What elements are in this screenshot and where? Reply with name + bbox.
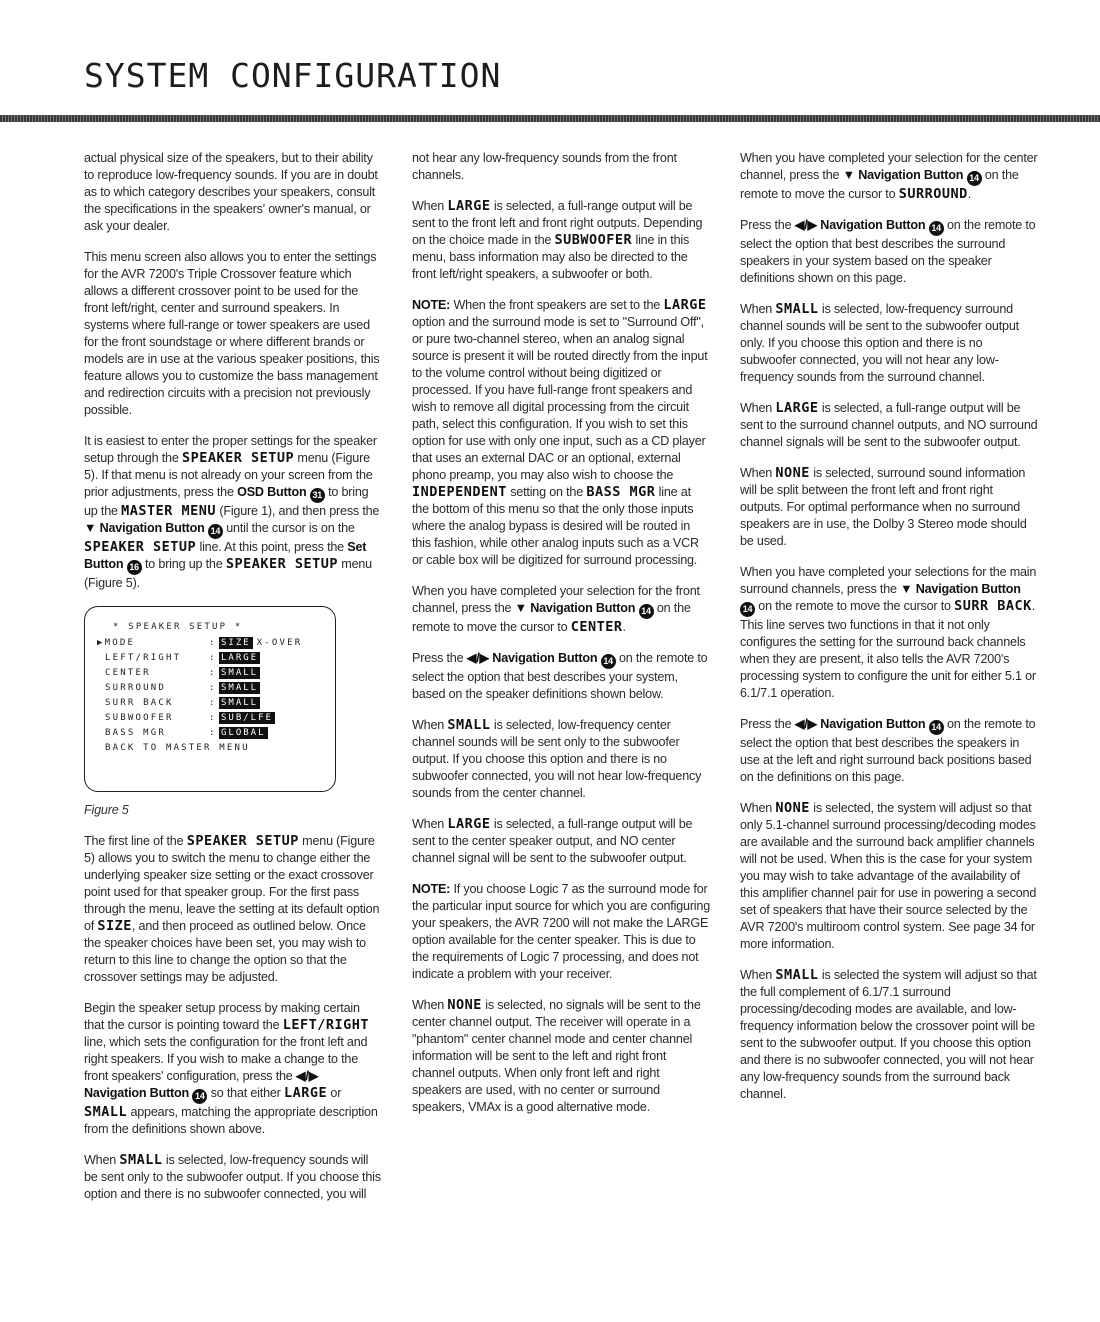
option-name: LEFT/RIGHT (282, 1017, 369, 1033)
text: line at the bottom of this menu so that the only those inputs where the analog bypass is desired will be routed in this fashion, while other analog inputs such as a VCR or cable box will be digitized for surround processing. (412, 485, 699, 567)
option-name: LARGE (447, 816, 491, 832)
down-arrow-icon: ▼ (84, 521, 97, 535)
callout-badge: 14 (967, 171, 982, 186)
paragraph (412, 717, 710, 802)
callout-badge: 14 (208, 524, 223, 539)
note-label: NOTE: (412, 298, 451, 312)
paragraph (740, 967, 1038, 1103)
osd-row-label: MODE (104, 638, 136, 648)
osd-screen-figure (84, 606, 336, 792)
text: When (740, 801, 776, 815)
text: If you choose Logic 7 as the surround mode for the particular input source for which you are configuring your speakers, the AVR 7200 will not make the LARGE option available for the center speaker. This is due to the requirements of Logic 7 processing, and does not indicate a problem with your receiver. (412, 882, 711, 981)
button-name: Navigation Button (492, 651, 598, 665)
text: is selected, low-frequency sounds will be sent only to the subwoofer output. If you choose this option and there is no subwoofer connected, you will (84, 1153, 381, 1201)
paragraph (740, 564, 1038, 702)
text: to bring up the (84, 485, 369, 518)
paragraph (740, 400, 1038, 451)
osd-row-label: LEFT/RIGHT (105, 653, 182, 663)
option-name: SMALL (775, 301, 819, 317)
paragraph (84, 433, 382, 592)
option-name: SMALL (119, 1152, 163, 1168)
text: line, which sets the configuration for the front left and right speakers. If you wish to make a change to the front speakers' configuration, press the (84, 1035, 368, 1083)
paragraph (740, 301, 1038, 386)
text: option and the surround mode is set to "Surround Off", or pure two-channel stereo, when an analog signal source is present it will be routed directly from the input to the volume control without being digitized or processed. If you have full-range front speakers and wish to remove all digital processing from the circuit path, select this configuration. If you wish to set this option for use with only one input, such as a CD player that uses an external DAC or an optional, external phono preamp, you may also wish to choose the (412, 315, 708, 482)
text: is selected, no signals will be sent to the center channel output. The receiver will operate in a "phantom" center channel mode and center channel information will be sent to the left and right front channel outputs. When only front left and right speakers are used, with no center or surround speakers, VMAx is a good alternative mode. (412, 998, 701, 1114)
paragraph (740, 800, 1038, 953)
osd-row-extra: X-OVER (256, 638, 303, 648)
left-right-arrow-icon: ◀/▶ (466, 651, 489, 665)
option-name: BASS MGR (586, 484, 656, 500)
text: When (740, 401, 776, 415)
callout-badge: 31 (310, 488, 325, 503)
text: is selected, a full-range output will be sent to the front left and front right outputs. Depending on the choice made in the (412, 199, 703, 247)
text: When (84, 1153, 120, 1167)
text: so that either (207, 1086, 284, 1100)
text: on the remote to move the cursor to (412, 601, 691, 634)
button-name: OSD Button (237, 485, 307, 499)
button-name: Navigation Button (820, 717, 926, 731)
osd-row-subwoofer (97, 712, 275, 724)
paragraph (84, 1152, 382, 1203)
paragraph (84, 150, 382, 235)
menu-name: SPEAKER SETUP (181, 450, 295, 466)
text: The first line of the (84, 834, 187, 848)
text: When you have completed your selection for the center channel, press the (740, 151, 1038, 182)
paragraph (412, 816, 710, 867)
paragraph (84, 1000, 382, 1138)
note-label: NOTE: (412, 882, 451, 896)
paragraph (740, 716, 1038, 786)
osd-colon: : (209, 638, 217, 648)
text: actual physical size of the speakers, but to their ability to reproduce low-frequency sounds. If you are in doubt as to which category describes your speakers, consult the specifications in the speakers' owner's manual, or ask your dealer. (84, 151, 378, 233)
option-name: SURR BACK (954, 598, 1032, 614)
text: on the remote to select the option that best describes your system, based on the speaker definitions shown below. (412, 651, 708, 701)
down-arrow-icon: ▼ (842, 168, 855, 182)
option-name: NONE (447, 997, 482, 1013)
osd-row-back: BACK TO MASTER MENU (105, 743, 250, 753)
text: is selected, surround sound information will be split between the front left and front right outputs. For optimal performance when no surround speakers are in use, the Dolby 3 Stereo mode should be used. (740, 466, 1027, 548)
osd-row-left-right (97, 652, 260, 664)
text: When (412, 199, 448, 213)
paragraph (84, 249, 382, 419)
callout-badge: 14 (929, 221, 944, 236)
text: menu (Figure 5). If that menu is not already on your screen from the prior adjustments, press the (84, 451, 373, 499)
text: Press the (740, 218, 795, 232)
down-arrow-icon: ▼ (514, 601, 527, 615)
text: (Figure 1), and then press the (216, 504, 380, 518)
paragraph (740, 217, 1038, 287)
option-name: LARGE (283, 1085, 328, 1101)
text: Begin the speaker setup process by making certain that the cursor is pointing toward the (84, 1001, 360, 1032)
button-name: Navigation Button (858, 168, 964, 182)
text: . This line serves two functions in that it not only configures the setting for the surround back channels when they are present, it also tells the AVR 7200's processing system to configure the unit for either 5.1 or 6.1/7.1 operation. (740, 599, 1036, 700)
text: on the remote to move the cursor to (755, 599, 955, 613)
paragraph (412, 881, 710, 983)
osd-colon: : (209, 668, 217, 678)
osd-row-value: SIZE (221, 638, 251, 648)
paragraph (412, 997, 710, 1116)
callout-badge: 14 (601, 654, 616, 669)
text: line in this menu, bass information may also be directed to the front left/right speakers, a subwoofer or both. (412, 233, 690, 281)
paragraph (740, 465, 1038, 550)
text: It is easiest to enter the proper settings for the speaker setup through the (84, 434, 377, 465)
button-name: Navigation Button (99, 521, 205, 535)
callout-badge: 16 (127, 560, 142, 575)
paragraph (412, 297, 710, 569)
text: When you have completed your selection for the front channel, press the (412, 584, 700, 615)
text: When (740, 968, 776, 982)
text: When (412, 718, 448, 732)
text: is selected, a full-range output will be sent to the center speaker output, and NO center channel signal will be sent to the subwoofer output. (412, 817, 693, 865)
text: When (740, 466, 776, 480)
button-name: Button (981, 582, 1021, 596)
callout-badge: 14 (192, 1089, 207, 1104)
text: on the remote to select the option that best describes the surround speakers in your system based on the speaker definitions shown on this page. (740, 218, 1036, 285)
callout-badge: 14 (639, 604, 654, 619)
osd-row-value: LARGE (221, 653, 259, 663)
figure-caption: Figure 5 (84, 803, 129, 817)
button-name: Set Button (84, 540, 367, 571)
text: When (740, 302, 776, 316)
text: When (412, 817, 448, 831)
osd-colon: : (209, 713, 217, 723)
osd-row-label: SURROUND (105, 683, 166, 693)
osd-row-surround (97, 682, 260, 694)
paragraph: When you have completed your selection for the front channel, press the ▼ Navigation Button 14 on the remote to move the cursor to CENTER. (412, 584, 700, 635)
column-2 (412, 150, 710, 1130)
text: on the remote to move the cursor to (740, 168, 1019, 201)
osd-row-value: GLOBAL (221, 728, 266, 738)
osd-row-bass-mgr (97, 727, 268, 739)
option-name: INDEPENDENT (412, 484, 507, 500)
option-name: SMALL (775, 967, 819, 983)
osd-colon: : (209, 653, 217, 663)
page-title: SYSTEM CONFIGURATION (84, 56, 502, 95)
callout-badge: 14 (740, 602, 755, 617)
option-name: CENTER (570, 619, 623, 635)
button-name: Navigation Button (84, 1086, 190, 1100)
osd-row-label: SUBWOOFER (105, 713, 174, 723)
left-right-arrow-icon: ◀/▶ (794, 218, 817, 232)
text: , and then proceed as outlined below. Once the speaker choices have been set, you may wish to return to this line to change the option so that the crossover settings may be adjusted. (84, 919, 366, 984)
option-name: LARGE (447, 198, 491, 214)
down-arrow-icon: ▼ (900, 582, 913, 596)
text: on the remote to select the option that best describes the speakers in use at the left and right surround back positions based on the definitions on this page. (740, 717, 1036, 784)
header-rule (0, 115, 1100, 122)
osd-cursor-icon: ▶MODE (97, 638, 136, 648)
text: When you have completed your selections for the main surround channels, press the (740, 565, 1037, 596)
callout-badge: 14 (929, 720, 944, 735)
osd-row-label: BASS MGR (105, 728, 166, 738)
osd-row-label: CENTER (105, 668, 151, 678)
text: is selected, a full-range output will be sent to the surround channel outputs, and NO surround channel signals will be sent to the subwoofer output. (740, 401, 1038, 449)
menu-name: SPEAKER SETUP (186, 833, 299, 849)
option-name: NONE (775, 465, 810, 481)
paragraph (412, 150, 710, 184)
text: not hear any low-frequency sounds from the front channels. (412, 151, 677, 182)
paragraph (412, 650, 710, 703)
option-name: SURROUND (898, 186, 968, 202)
paragraph (412, 198, 710, 283)
text: line. At this point, press the (196, 540, 348, 554)
option-name: SMALL (447, 717, 491, 733)
text: menu (Figure 5) allows you to switch the menu to change either the underlying speaker size setting or the exact crossover point used for that speaker group. For the first pass through the menu, leave the setting at its default option of (84, 834, 380, 933)
osd-row-surr-back (97, 697, 260, 709)
button-name: Navigation Button (530, 601, 636, 615)
button-name: Navigation Button (820, 218, 926, 232)
text: is selected, low-frequency center channel sounds will be sent only to the subwoofer output. If you choose this option and there is no subwoofer connected, you will not hear low-frequency sounds from the center channel. (412, 718, 702, 800)
text: to bring up the (141, 557, 226, 571)
option-name: LARGE (663, 297, 707, 313)
text: This menu screen also allows you to enter the settings for the AVR 7200's Triple Crossover feature which allows a different crossover point to be used for the front left/right, center and surround speakers. In systems where full-range or tower speakers are used for the front soundstage or where different brands or models are in use at the various speaker positions, this feature allows you to customize the bass management and redirection circuits with a precision not previously possible. (84, 250, 380, 417)
osd-colon: : (209, 698, 217, 708)
osd-colon: : (209, 728, 217, 738)
text: Press the (412, 651, 467, 665)
column-3 (740, 150, 1038, 1117)
option-name: SIZE (97, 918, 132, 934)
text: Press the (740, 717, 795, 731)
text: When the front speakers are set to the (450, 298, 664, 312)
paragraph: When you have completed your selection for the center channel, press the ▼ Navigation Button 14 on the remote to move the cursor to SURROUND. (740, 151, 1038, 202)
text: is selected the system will adjust so that the full complement of 6.1/7.1 surround processing/decoding modes are available, and low-frequency information below the crossover point will be sent to the subwoofer output. If you choose this option and there is no subwoofer connected, you will not hear any low-frequency sounds from the surround back channel. (740, 968, 1037, 1101)
button-name: Navigation (915, 582, 979, 596)
option-name: SUBWOOFER (554, 232, 633, 248)
osd-row-value: SMALL (221, 683, 259, 693)
text: is selected, low-frequency surround channel sounds will be sent to the subwoofer output only. If you choose this option and there is no subwoofer connected, you will not hear any low-frequency sounds from the surround channel. (740, 302, 1019, 384)
option-name: LARGE (775, 400, 819, 416)
osd-row-value: SUB/LFE (221, 713, 273, 723)
osd-row-mode (97, 637, 302, 649)
osd-row-value: SMALL (221, 698, 259, 708)
left-right-arrow-icon: ◀/▶ (295, 1069, 319, 1083)
text: When (412, 998, 448, 1012)
text: menu (Figure 5). (84, 557, 372, 590)
osd-row-center (97, 667, 260, 679)
osd-row-label: SURR BACK (105, 698, 174, 708)
menu-name: MASTER MENU (121, 503, 217, 519)
text: is selected, the system will adjust so that only 5.1-channel surround processing/decoding modes are available and the surround back amplifier channels will not be used. When this is the case for your system you may wish to take advantage of the availability of this amplifier channel pair for use in powering a second set of speakers that have their source selected by the AVR 7200's multiroom control system. See page 34 for more information. (740, 801, 1037, 951)
option-name: NONE (775, 800, 810, 816)
left-right-arrow-icon: ◀/▶ (794, 717, 817, 731)
text: appears, matching the appropriate description from the definitions shown above. (84, 1105, 378, 1136)
text: setting on the (506, 485, 587, 499)
menu-name: SPEAKER SETUP (225, 556, 338, 572)
osd-colon: : (209, 683, 217, 693)
text: until the cursor is on the (222, 521, 355, 535)
option-name: SMALL (84, 1104, 128, 1120)
column-1 (84, 150, 382, 1217)
paragraph (84, 833, 382, 986)
osd-row-value: SMALL (221, 668, 259, 678)
osd-title: * SPEAKER SETUP * (113, 622, 243, 632)
text: or (327, 1086, 342, 1100)
menu-name: SPEAKER SETUP (84, 539, 197, 555)
